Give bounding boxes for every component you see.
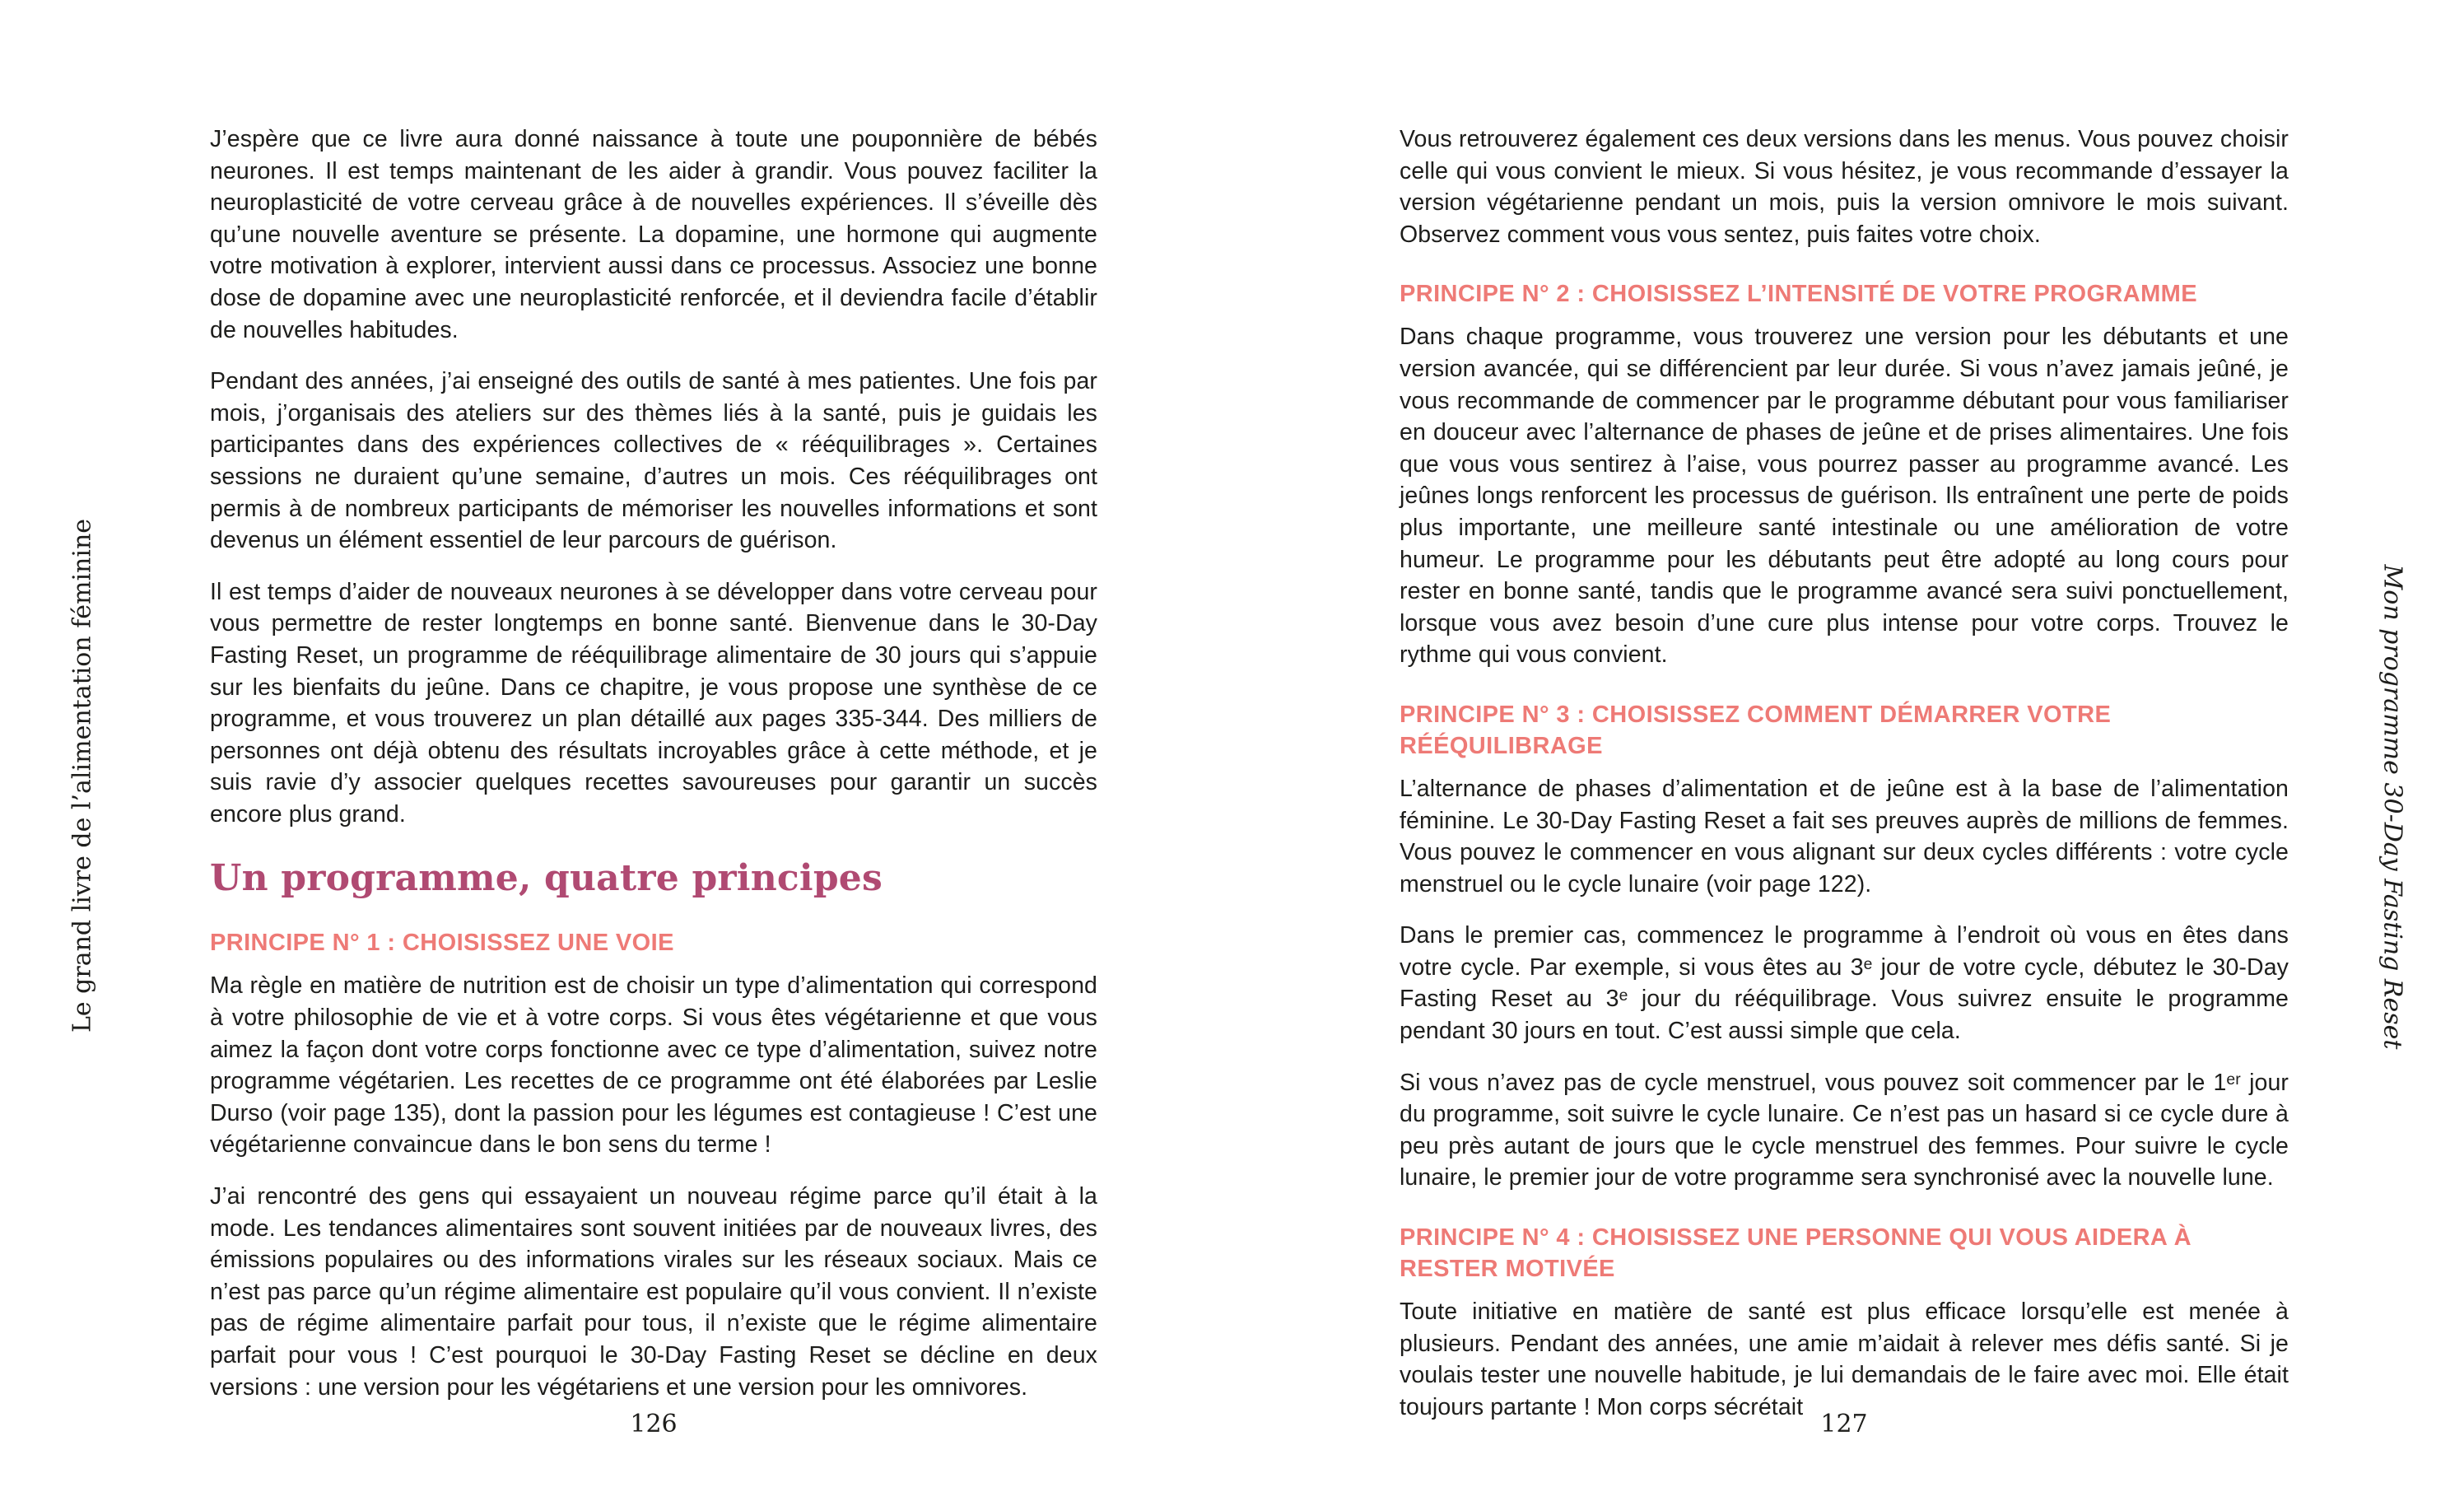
paragraph: Si vous n’avez pas de cycle menstruel, vous pouvez soit commencer par le 1ᵉʳ jour du programme, soit suivre le cycle lunaire. Ce n’est pas un hasard si ce cycle dure à peu près autant de jours que le cycle menstruel des femmes. Pour suivre le cycle lunaire, le premier jour de votre programme sera synchronisé avec la nouvelle lune.	[1400, 1069, 2289, 1191]
left-page	[210, 124, 1097, 1423]
principle-3-heading: PRINCIPE N° 3 : CHOISISSEZ COMMENT DÉMARRER VOTRE RÉÉQUILIBRAGE	[1400, 701, 2112, 759]
paragraph: J’espère que ce livre aura donné naissance à toute une pouponnière de bébés neurones. Il est temps maintenant de les aider à grandir. Vous pouvez faciliter la neuroplasticité de votre cerveau grâce à de nouvelles expériences. Il s’éveille dès qu’une nouvelle aventure se présente. La dopamine, une hormone qui augmente votre motivation à explorer, intervient aussi dans ce processus. Associez une bonne dose de dopamine avec une neuroplasticité renforcée, et il deviendra facile d’établir de nouvelles habitudes.	[210, 126, 1097, 343]
paragraph: Il est temps d’aider de nouveaux neurones à se développer dans votre cerveau pour vous permettre de rester longtemps en bonne santé. Bienvenue dans le 30-Day Fasting Reset, un programme de rééquilibrage alimentaire de 30 jours qui s’appuie sur les bienfaits du jeûne. Dans ce chapitre, je vous propose une synthèse de ce programme, et vous trouverez un plan détaillé aux pages 335-344. Des milliers de personnes ont déjà obtenu des résultats incroyables grâce à cette méthode, et je suis ravie d’y associer quelques recettes savoureuses pour garantir un succès encore plus grand.	[210, 578, 1097, 828]
paragraph: Dans le premier cas, commencez le programme à l’endroit où vous en êtes dans votre cycle. Par exemple, si vous êtes au 3ᵉ jour de votre cycle, débutez le 30-Day Fasting Reset au 3ᵉ jour du rééquilibrage. Vous suivrez ensuite le programme pendant 30 jours en tout. C’est aussi simple que cela.	[1400, 922, 2289, 1045]
paragraph: Vous retrouverez également ces deux versions dans les menus. Vous pouvez choisir celle qui vous convient le mieux. Si vous hésitez, je vous recommande d’essayer la version végétarienne pendant un mois, puis la version omnivore le mois suivant. Observez comment vous vous sentez, puis faites votre choix.	[1400, 126, 2289, 248]
principle-2-heading: PRINCIPE N° 2 : CHOISISSEZ L’INTENSITÉ DE VOTRE PROGRAMME	[1400, 281, 2197, 308]
paragraph: Toute initiative en matière de santé est plus efficace lorsqu’elle est menée à plusieurs. Pendant des années, une amie m’aidait à relever mes défis santé. Si je voulais tester une nouvelle habitude, je lui demandais de le faire avec moi. Elle était toujours partante ! Mon corps sécrétait	[1400, 1299, 2289, 1420]
principle-1-heading: PRINCIPE N° 1 : CHOISISSEZ UNE VOIE	[210, 930, 674, 957]
running-title-right: Mon programme 30-Day Fasting Reset	[2378, 564, 2407, 1050]
principle-4-heading: PRINCIPE N° 4 : CHOISISSEZ UNE PERSONNE QUI VOUS AIDERA À RESTER MOTIVÉE	[1400, 1224, 2192, 1283]
paragraph: Dans chaque programme, vous trouverez une version pour les débutants et une version avancée, qui se différencient par leur durée. Si vous n’avez jamais jeûné, je vous recommande de commencer par le programme débutant pour vous familiariser en douceur avec l’alternance de phases de jeûne et de prises alimentaires. Une fois que vous vous sentirez à l’aise, vous pourrez passer au programme avancé. Les jeûnes longs renforcent les processus de guérison. Ils entraînent une perte de poids plus importante, une meilleure santé intestinale ou une amélioration de votre humeur. Le programme pour les débutants peut être adopté au long cours pour rester en bonne santé, tandis que le programme avancé sera suivi ponctuellement, lorsque vous avez besoin d’une cure plus intense pour votre corps. Trouvez le rythme qui vous convient.	[1400, 324, 2289, 669]
paragraph: Pendant des années, j’ai enseigné des outils de santé à mes patientes. Une fois par mois, j’organisais des ateliers sur des thèmes liés à la santé, puis je guidais les participantes dans des expériences collectives de « rééquilibrages ». Certaines sessions ne duraient qu’une semaine, d’autres un mois. Ces rééquilibrages ont permis à de nombreux participants de mémoriser les nouvelles informations et sont devenus un élément essentiel de leur parcours de guérison.	[210, 368, 1097, 554]
page-number-right: 127	[1820, 1410, 1868, 1438]
paragraph: L’alternance de phases d’alimentation et de jeûne est à la base de l’alimentation féminine. Le 30-Day Fasting Reset a fait ses preuves auprès de millions de femmes. Vous pouvez le commencer en vous alignant sur deux cycles différents : votre cycle menstruel ou le cycle lunaire (voir page 122).	[1400, 775, 2289, 898]
paragraph: Ma règle en matière de nutrition est de choisir un type d’alimentation qui correspond à votre philosophie de vie et à votre corps. Si vous êtes végétarienne et que vous aimez la façon dont votre corps fonctionne avec ce type d’alimentation, suivez notre programme végétarien. Les recettes de ce programme ont été élaborées par Leslie Durso (voir page 135), dont la passion pour les légumes est contagieuse ! C’est une végétarienne convaincue dans le bon sens du terme !	[210, 972, 1097, 1159]
paragraph: J’ai rencontré des gens qui essayaient un nouveau régime parce qu’il était à la mode. Les tendances alimentaires sont souvent initiées par de nouveaux livres, des émissions populaires ou des informations virales sur les réseaux sociaux. Mais ce n’est pas parce qu’un régime alimentaire est populaire qu’il vous convient. Il n’existe pas de régime alimentaire parfait pour tous, il n’existe que le régime alimentaire parfait pour vous ! C’est pourquoi le 30-Day Fasting Reset se décline en deux versions : une version pour les végétariens et une version pour les omnivores.	[210, 1183, 1097, 1401]
section-heading: Un programme, quatre principes	[210, 857, 883, 900]
running-title-left: Le grand livre de l’alimentation féminine	[68, 518, 97, 1033]
page-number-left: 126	[630, 1410, 678, 1438]
right-page	[1400, 124, 2289, 1443]
